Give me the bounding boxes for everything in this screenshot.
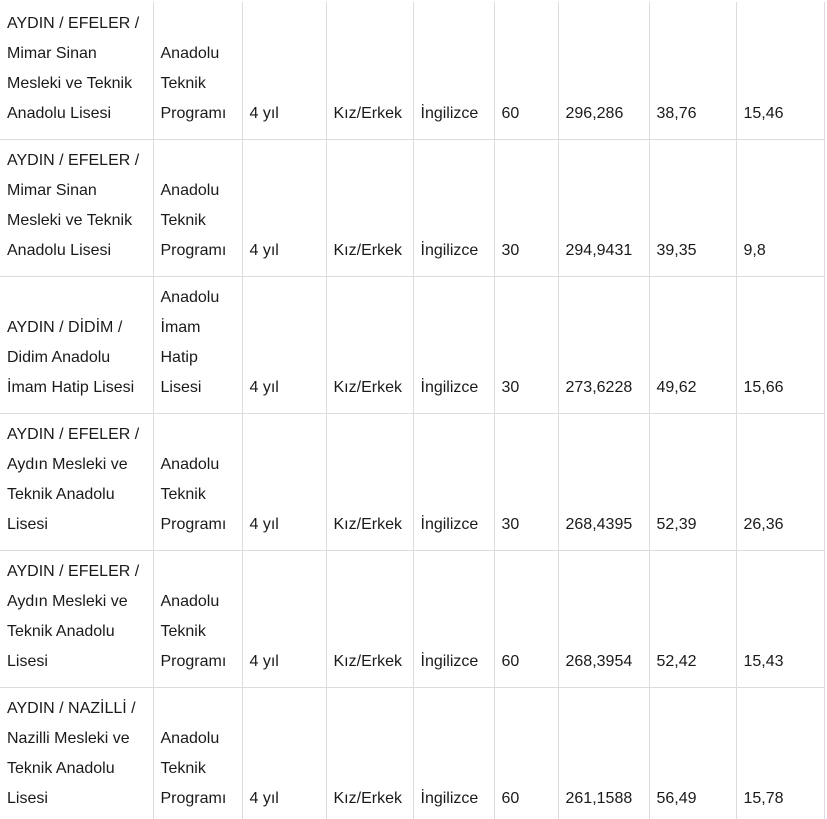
program-cell: Anadolu Teknik Programı bbox=[153, 2, 242, 139]
last-value-cell: 15,78 bbox=[736, 687, 824, 819]
quota-cell: 30 bbox=[494, 413, 558, 550]
score-cell: 296,286 bbox=[558, 2, 649, 139]
percentile-cell: 52,39 bbox=[649, 413, 736, 550]
school-cell: AYDIN / EFELER / Aydın Mesleki ve Teknik Anadolu Lisesi bbox=[0, 550, 153, 687]
quota-cell: 30 bbox=[494, 276, 558, 413]
quota-cell: 60 bbox=[494, 550, 558, 687]
duration-cell: 4 yıl bbox=[242, 413, 326, 550]
last-value-cell: 15,46 bbox=[736, 2, 824, 139]
percentile-cell: 38,76 bbox=[649, 2, 736, 139]
gender-cell: Kız/Erkek bbox=[326, 2, 413, 139]
program-cell: Anadolu İmam Hatip Lisesi bbox=[153, 276, 242, 413]
program-cell: Anadolu Teknik Programı bbox=[153, 413, 242, 550]
school-cell: AYDIN / DİDİM / Didim Anadolu İmam Hatip Lisesi bbox=[0, 276, 153, 413]
quota-cell: 30 bbox=[494, 139, 558, 276]
gender-cell: Kız/Erkek bbox=[326, 276, 413, 413]
table-row bbox=[0, 276, 824, 413]
last-value-cell: 26,36 bbox=[736, 413, 824, 550]
language-cell: İngilizce bbox=[413, 139, 494, 276]
duration-cell: 4 yıl bbox=[242, 687, 326, 819]
gender-cell: Kız/Erkek bbox=[326, 139, 413, 276]
school-cell: AYDIN / EFELER / Aydın Mesleki ve Teknik Anadolu Lisesi bbox=[0, 413, 153, 550]
language-cell: İngilizce bbox=[413, 276, 494, 413]
school-cell: AYDIN / NAZİLLİ / Nazilli Mesleki ve Teknik Anadolu Lisesi bbox=[0, 687, 153, 819]
duration-cell: 4 yıl bbox=[242, 276, 326, 413]
percentile-cell: 39,35 bbox=[649, 139, 736, 276]
language-cell: İngilizce bbox=[413, 550, 494, 687]
table-row bbox=[0, 2, 824, 139]
table-row bbox=[0, 413, 824, 550]
last-value-cell: 15,43 bbox=[736, 550, 824, 687]
program-cell: Anadolu Teknik Programı bbox=[153, 687, 242, 819]
score-cell: 268,4395 bbox=[558, 413, 649, 550]
score-cell: 268,3954 bbox=[558, 550, 649, 687]
table-row bbox=[0, 139, 824, 276]
language-cell: İngilizce bbox=[413, 413, 494, 550]
score-cell: 294,9431 bbox=[558, 139, 649, 276]
percentile-cell: 56,49 bbox=[649, 687, 736, 819]
school-cell: AYDIN / EFELER / Mimar Sinan Mesleki ve Teknik Anadolu Lisesi bbox=[0, 139, 153, 276]
score-cell: 261,1588 bbox=[558, 687, 649, 819]
schools-table bbox=[0, 2, 825, 819]
gender-cell: Kız/Erkek bbox=[326, 550, 413, 687]
last-value-cell: 15,66 bbox=[736, 276, 824, 413]
table-row bbox=[0, 687, 824, 819]
duration-cell: 4 yıl bbox=[242, 2, 326, 139]
school-cell: AYDIN / EFELER / Mimar Sinan Mesleki ve Teknik Anadolu Lisesi bbox=[0, 2, 153, 139]
duration-cell: 4 yıl bbox=[242, 139, 326, 276]
program-cell: Anadolu Teknik Programı bbox=[153, 550, 242, 687]
quota-cell: 60 bbox=[494, 687, 558, 819]
quota-cell: 60 bbox=[494, 2, 558, 139]
program-cell: Anadolu Teknik Programı bbox=[153, 139, 242, 276]
language-cell: İngilizce bbox=[413, 687, 494, 819]
duration-cell: 4 yıl bbox=[242, 550, 326, 687]
last-value-cell: 9,8 bbox=[736, 139, 824, 276]
gender-cell: Kız/Erkek bbox=[326, 687, 413, 819]
percentile-cell: 49,62 bbox=[649, 276, 736, 413]
percentile-cell: 52,42 bbox=[649, 550, 736, 687]
gender-cell: Kız/Erkek bbox=[326, 413, 413, 550]
language-cell: İngilizce bbox=[413, 2, 494, 139]
score-cell: 273,6228 bbox=[558, 276, 649, 413]
table-row bbox=[0, 550, 824, 687]
